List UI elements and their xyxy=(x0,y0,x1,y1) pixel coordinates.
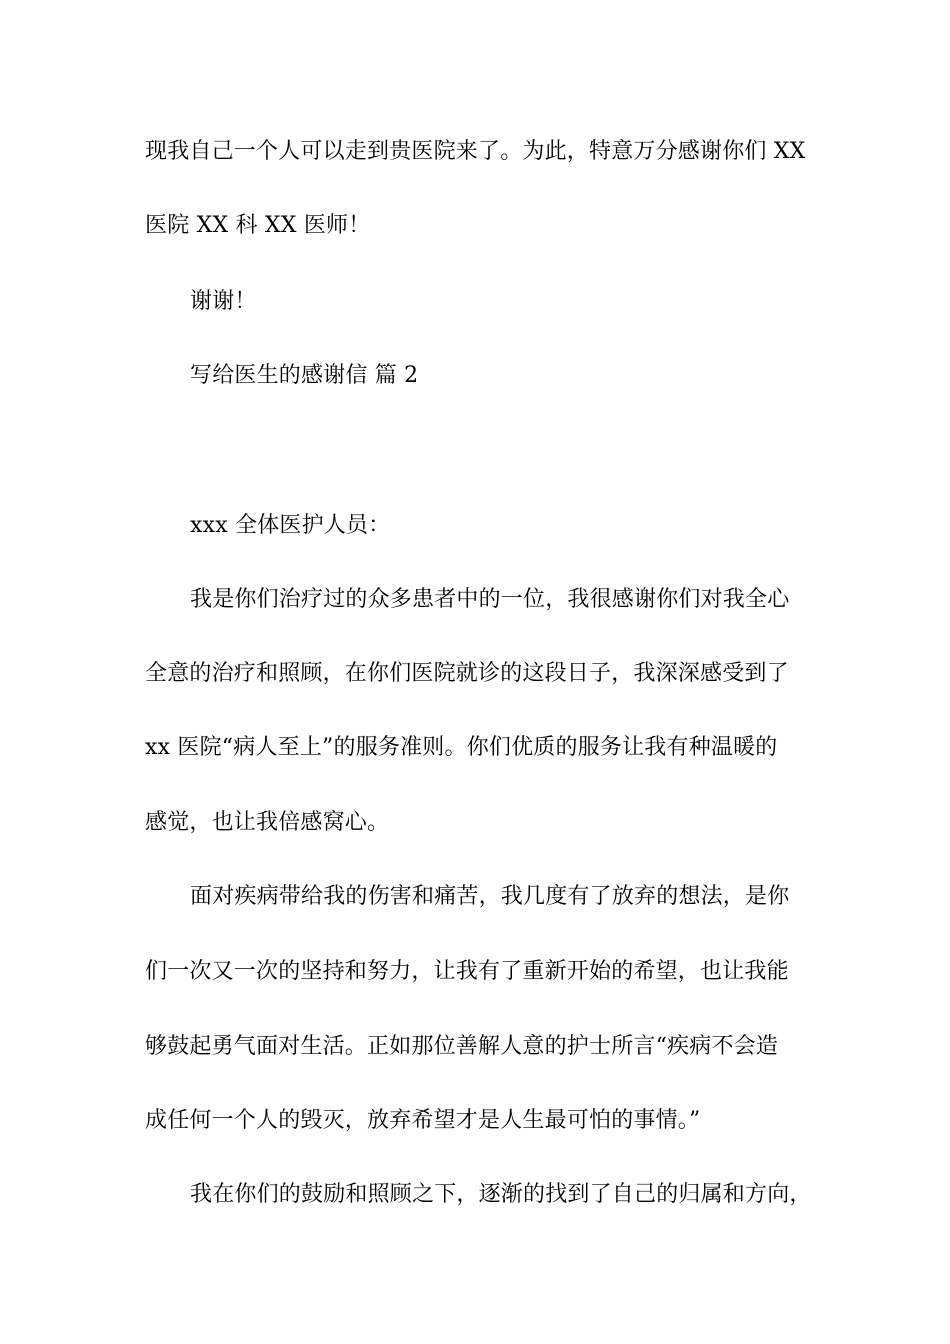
body-text-line: 感觉，也让我倍感窝心。 xyxy=(145,810,390,835)
body-text-line: xx 医院“病人至上”的服务准则。你们优质的服务让我有种温暖的 xyxy=(145,735,778,760)
closing-thanks: 谢谢！ xyxy=(190,289,257,314)
body-text-line: 们一次又一次的坚持和努力，让我有了重新开始的希望，也让我能 xyxy=(145,959,789,984)
body-text-line: 我是你们治疗过的众多患者中的一位，我很感谢你们对我全心 xyxy=(190,587,790,612)
body-text-line: 成任何一个人的毁灭，放弃希望才是人生最可怕的事情。” xyxy=(145,1108,701,1133)
section-title: 写给医生的感谢信 篇 2 xyxy=(190,363,419,388)
body-text-line: 全意的治疗和照顾，在你们医院就诊的这段日子，我深深感受到了 xyxy=(145,661,789,686)
body-text-line: 我在你们的鼓励和照顾之下，逐渐的找到了自己的归属和方向， xyxy=(190,1182,812,1207)
body-text-line: 够鼓起勇气面对生活。正如那位善解人意的护士所言“疾病不会造 xyxy=(145,1034,779,1059)
body-text-line: 医院 XX 科 XX 医师！ xyxy=(145,213,371,238)
body-text-line: 现我自己一个人可以走到贵医院来了。为此，特意万分感谢你们 XX xyxy=(145,139,806,164)
salutation: xxx 全体医护人员： xyxy=(190,513,391,538)
body-text-line: 面对疾病带给我的伤害和痛苦，我几度有了放弃的想法，是你 xyxy=(190,884,790,909)
